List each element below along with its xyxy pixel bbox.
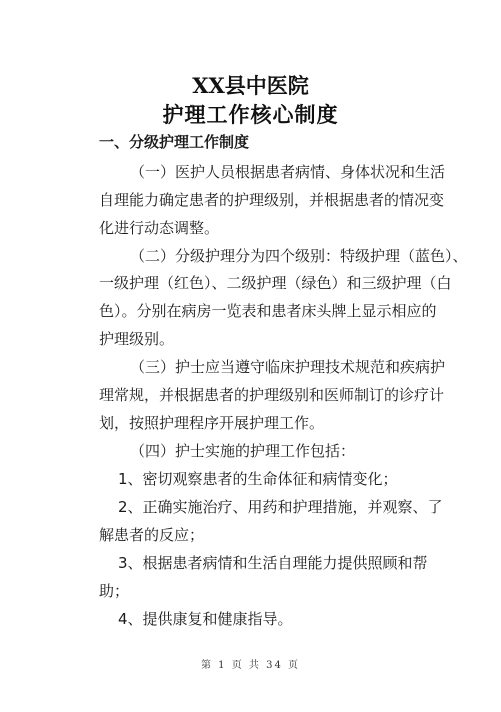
paragraph-line: 理常规，并根据患者的护理级别和医师制订的诊疗计 [99, 386, 445, 404]
paragraph-line: （四）护士实施的护理工作包括： [130, 442, 356, 460]
paragraph-line: （三）护士应当遵守临床护理技术规范和疾病护 [130, 358, 446, 376]
document-title-hospital: XX县中医院 [192, 73, 309, 98]
paragraph-line: （一）医护人员根据患者病情、身体状况和生活 [130, 163, 446, 181]
list-item: 2、正确实施治疗、用药和护理措施，并观察、了 [118, 498, 443, 516]
paragraph-line: 自理能力确定患者的护理级别，并根据患者的情况变 [99, 191, 445, 209]
list-item: 1、密切观察患者的生命体征和病情变化； [118, 470, 398, 488]
list-item-continuation: 解患者的反应； [99, 526, 205, 544]
list-item-continuation: 助； [99, 582, 130, 600]
paragraph-line: 色）。分别在病房一览表和患者床头牌上显示相应的 [99, 302, 437, 320]
list-item: 4、提供康复和健康指导。 [118, 610, 293, 628]
paragraph-line: 划，按照护理程序开展护理工作。 [99, 414, 325, 432]
paragraph-line: 护理级别。 [99, 330, 175, 348]
section-heading: 一、分级护理工作制度 [99, 133, 250, 151]
paragraph-line: 化进行动态调整。 [99, 219, 220, 237]
document-title-system: 护理工作核心制度 [162, 103, 339, 127]
page-footer: 第 1 页 共 34 页 [201, 660, 300, 671]
paragraph-line: （二）分级护理分为四个级别：特级护理（蓝色）、 [130, 247, 468, 265]
list-item: 3、根据患者病情和生活自理能力提供照顾和帮 [118, 554, 428, 572]
paragraph-line: 一级护理（红色）、二级护理（绿色）和三级护理（白 [99, 274, 452, 292]
